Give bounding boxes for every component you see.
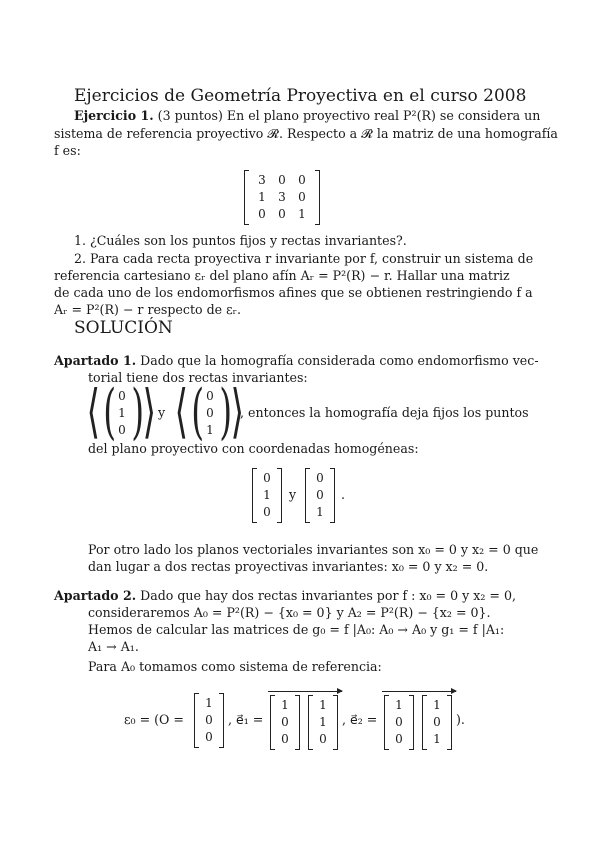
fixed-point-b-cells [310, 468, 330, 523]
part2-line-1 [54, 587, 516, 604]
exercise-label: Ejercicio 1. [74, 108, 154, 123]
part1-line-6: dan lugar a dos rectas proyectivas invariantes: x₀ = 0 y x₂ = 0. [88, 559, 489, 574]
vector-entry: 1 [319, 698, 327, 712]
part1-line-4: del plano proyectivo con coordenadas homogéneas: [88, 441, 419, 456]
matrix-cell: 1 [258, 190, 266, 204]
conjunction-y: y [158, 405, 166, 420]
question-2-line-3: de cada uno de los endomorfismos afines que se obtienen restringiendo f a [54, 285, 533, 300]
e2-point-b-cells [427, 695, 447, 750]
vector-entry: 1 [433, 698, 441, 712]
question-2-line-2: referencia cartesiano εᵣ del plano afín Aᵣ = P²(R) − r. Hallar una matriz [54, 268, 510, 283]
part2-line-1-text: Dado que hay dos rectas invariantes por f : x₀ = 0 y x₂ = 0, [140, 588, 516, 603]
matrix-cell: 1 [298, 207, 306, 221]
e2-point-a-cells [389, 695, 409, 750]
exercise-line-3: f es: [54, 143, 81, 158]
vector-entry: 0 [205, 713, 213, 727]
epsilon-lhs: ε₀ = (O = [124, 712, 184, 727]
left-angle-bracket: ⟨ [174, 377, 189, 445]
e1-point-b [308, 695, 338, 750]
matrix-cell: 3 [278, 190, 286, 204]
right-bracket [315, 170, 320, 225]
vector-entry: 0 [281, 732, 289, 746]
right-bracket [330, 468, 335, 523]
vector-entry: 0 [263, 505, 271, 519]
vector-entry: 0 [395, 715, 403, 729]
vector-entry: 0 [316, 471, 324, 485]
vector-entry: 1 [319, 715, 327, 729]
exercise-line-1-text: (3 puntos) En el plano proyectivo real P²(R) se considera un [157, 108, 541, 123]
vector-entry: 1 [316, 505, 324, 519]
homography-matrix [244, 170, 320, 225]
right-angle-bracket: ⟩ [142, 377, 157, 445]
vector-entry: 0 [281, 715, 289, 729]
solution-heading: SOLUCIÓN [74, 318, 173, 338]
matrix-cell: 0 [258, 207, 266, 221]
part1-label: Apartado 1. [54, 353, 137, 368]
matrix-cell: 0 [298, 190, 306, 204]
conjunction-y: y [289, 487, 297, 502]
vector-entry: 1 [281, 698, 289, 712]
e1-label: , e⃗₁ = [228, 712, 264, 727]
vector-entry: 0 [316, 488, 324, 502]
vector-entry: 0 [433, 715, 441, 729]
vector-entry: 0 [205, 730, 213, 744]
question-2-line-4: Aᵣ = P²(R) − r respecto de εᵣ. [54, 302, 242, 317]
part2-line-3: Hemos de calcular las matrices de g₀ = f |A₀: A₀ → A₀ y g₁ = f |A₁: [88, 622, 505, 637]
vector-entry: 0 [263, 471, 271, 485]
e1-point-b-cells [313, 695, 333, 750]
left-angle-bracket: ⟨ [86, 377, 101, 445]
sentence-end: . [341, 487, 346, 502]
e1-point-a [270, 695, 300, 750]
origin-vector [194, 693, 224, 748]
vector-entry: 0 [395, 732, 403, 746]
vector-entry: 0 [319, 732, 327, 746]
vector-entry: 1 [118, 406, 126, 420]
e2-point-b [422, 695, 452, 750]
fixed-point-b [305, 468, 335, 523]
vector-b [204, 388, 216, 439]
part1-line-1-text: Dado que la homografía considerada como endomorfismo vec- [140, 353, 539, 368]
part2-label: Apartado 2. [54, 588, 137, 603]
homography-matrix-cells [249, 170, 315, 225]
exercise-line-2: sistema de referencia proyectivo 𝓡. Respecto a 𝓡 la matriz de una homografía [54, 126, 558, 141]
right-bracket [219, 693, 224, 748]
matrix-cell: 3 [258, 173, 266, 187]
right-bracket [333, 695, 338, 750]
right-paren: ) [131, 377, 145, 447]
right-angle-bracket: ⟩ [230, 377, 245, 445]
part1-line-3-text: , entonces la homografía deja fijos los puntos [240, 405, 529, 420]
fixed-point-a [252, 468, 282, 523]
e2-label: , e⃗₂ = [342, 712, 378, 727]
question-2-line-1: 2. Para cada recta proyectiva r invariante por f, construir un sistema de [74, 251, 534, 266]
vector-entry: 1 [395, 698, 403, 712]
part1-line-5: Por otro lado los planos vectoriales invariantes son x₀ = 0 y x₂ = 0 que [88, 542, 539, 557]
right-bracket [295, 695, 300, 750]
part2-line-2: consideraremos A₀ = P²(R) − {x₀ = 0} y A₂ = P²(R) − {x₂ = 0}. [88, 605, 491, 620]
e1-overarrow [268, 691, 342, 692]
vector-a [116, 388, 128, 439]
question-1: 1. ¿Cuáles son los puntos fijos y rectas invariantes?. [74, 233, 407, 248]
right-bracket [409, 695, 414, 750]
right-bracket [447, 695, 452, 750]
vector-entry: 0 [206, 389, 214, 403]
vector-entry: 0 [118, 423, 126, 437]
vector-entry: 1 [433, 732, 441, 746]
right-bracket [277, 468, 282, 523]
origin-vector-cells [199, 693, 219, 748]
vector-entry: 1 [205, 696, 213, 710]
left-paren: ( [191, 377, 205, 447]
vector-entry: 0 [118, 389, 126, 403]
left-paren: ( [103, 377, 117, 447]
exercise-line-1 [74, 107, 540, 124]
document-title: Ejercicios de Geometría Proyectiva en el curso 2008 [74, 86, 527, 106]
vector-entry: 0 [206, 406, 214, 420]
part1-line-2: torial tiene dos rectas invariantes: [88, 370, 308, 385]
part1-line-1 [54, 352, 539, 369]
matrix-cell: 0 [278, 207, 286, 221]
vector-entry: 1 [206, 423, 214, 437]
e2-overarrow [382, 691, 456, 692]
right-paren: ) [219, 377, 233, 447]
vector-entry: 1 [263, 488, 271, 502]
part2-line-4: A₁ → A₁. [88, 639, 139, 654]
epsilon-end: ). [456, 712, 465, 727]
e2-point-a [384, 695, 414, 750]
matrix-cell: 0 [298, 173, 306, 187]
e1-point-a-cells [275, 695, 295, 750]
part2-line-5: Para A₀ tomamos como sistema de referencia: [88, 659, 382, 674]
matrix-cell: 0 [278, 173, 286, 187]
fixed-point-a-cells [257, 468, 277, 523]
